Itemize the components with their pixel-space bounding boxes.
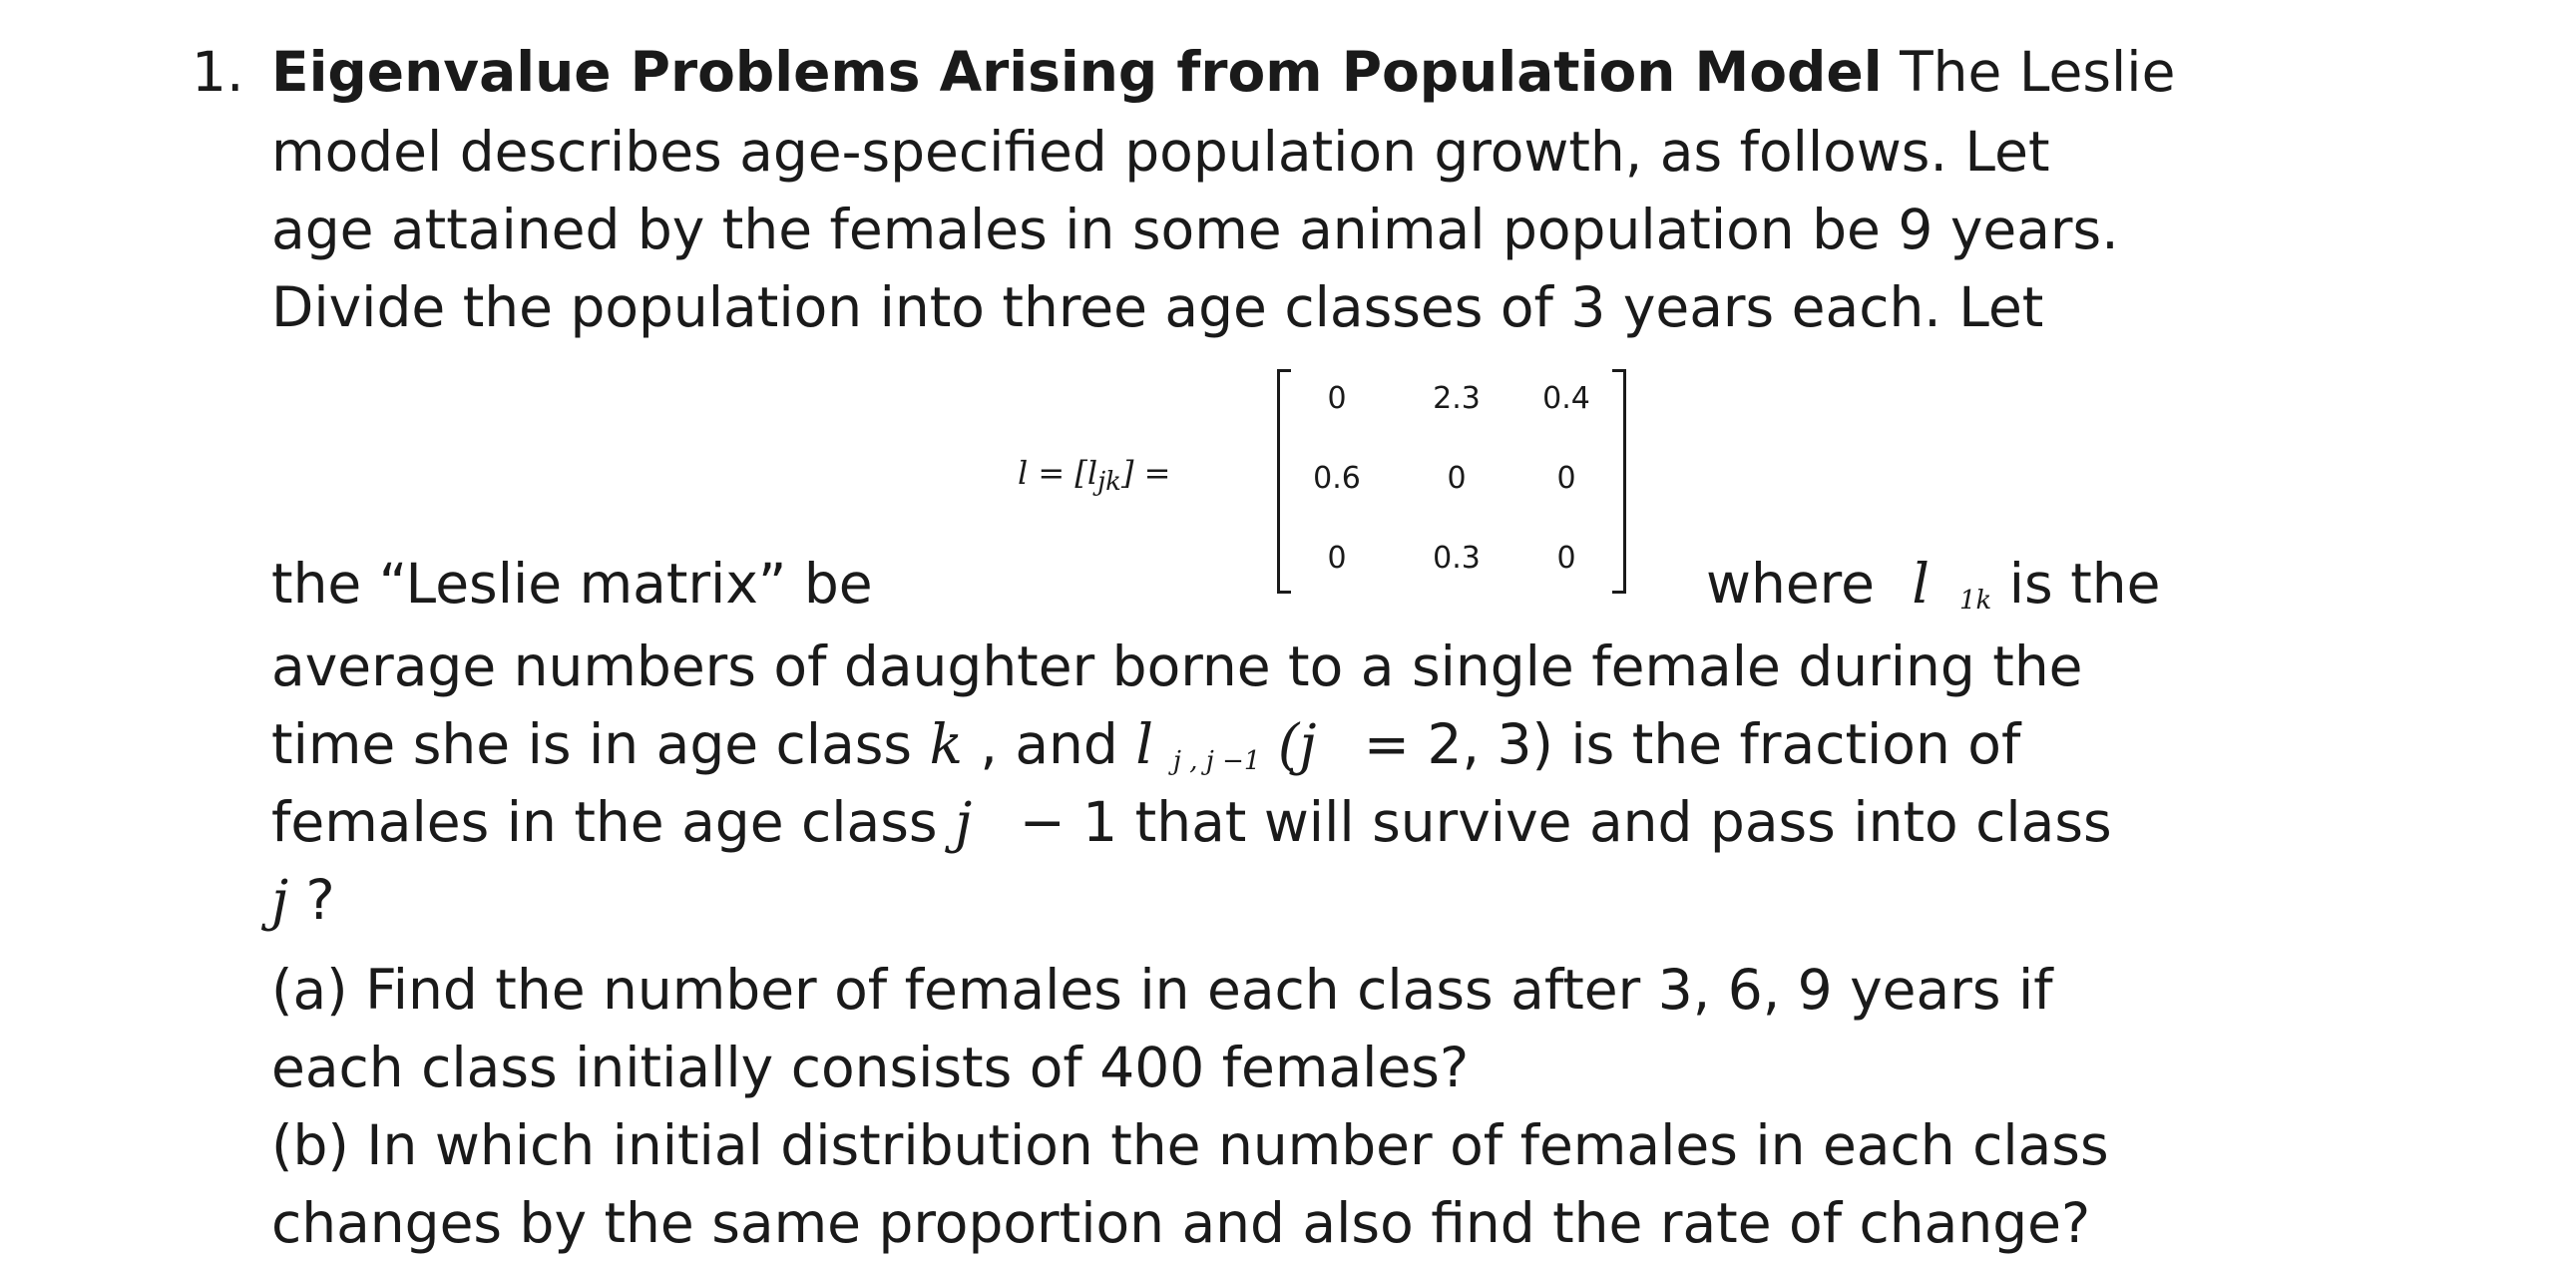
matrix-cell-0-1: 2.3 xyxy=(1433,381,1481,416)
l-subscript: 1k xyxy=(1959,586,1992,616)
matrix-cell-0-2: 0.4 xyxy=(1542,381,1590,416)
problem-line-3: age attained by the females in some animal population be 9 years. xyxy=(271,198,2119,261)
problem-line-4: Divide the population into three age classes of 3 years each. Let xyxy=(271,275,2044,339)
matrix-cell-2-2: 0 xyxy=(1556,541,1576,576)
line7-c: (j xyxy=(1277,712,1317,776)
matrix-cell-0-0: 0 xyxy=(1327,381,1347,416)
question-mark: ? xyxy=(305,868,335,932)
problem-number: 1. xyxy=(192,40,244,104)
where-text: where xyxy=(1706,552,1875,616)
matrix-label xyxy=(1018,454,1170,497)
problem-line-6: average numbers of daughter borne to a single female during the xyxy=(271,634,2083,698)
part-a-line-1: (a) Find the number of females in each class after 3, 6, 9 years if xyxy=(271,958,2053,1022)
matrix-cell-1-0: 0.6 xyxy=(1313,461,1361,496)
matrix-cell-2-1: 0.3 xyxy=(1433,541,1481,576)
line8-a: females in the age class xyxy=(271,790,938,854)
line8-b: − 1 that will survive and pass into class xyxy=(1019,790,2112,854)
problem-line-8 xyxy=(271,782,2112,862)
k-symbol: k xyxy=(929,712,963,776)
problem-line-9 xyxy=(271,860,335,940)
is-the-text: is the xyxy=(2008,552,2161,616)
problem-line-1-rest: The Leslie xyxy=(1900,40,2176,104)
line7-a: time she is in age class xyxy=(271,712,913,776)
matrix-right-bracket xyxy=(1612,369,1626,594)
matrix-label-lhs: l = [l xyxy=(1018,454,1098,492)
problem-line-5a: the “Leslie matrix” be xyxy=(271,552,873,616)
part-b-line-1: (b) In which initial distribution the number of females in each class xyxy=(271,1113,2109,1177)
matrix-cell-1-2: 0 xyxy=(1556,461,1576,496)
matrix-label-sub: jk xyxy=(1097,467,1121,497)
leslie-matrix xyxy=(1277,369,1626,594)
l-symbol-2: l xyxy=(1135,712,1153,776)
problem-title: Eigenvalue Problems Arising from Population Model xyxy=(271,40,1883,104)
j-symbol-2: j xyxy=(271,868,289,932)
problem-line-2: model describes age-specified population growth, as follows. Let xyxy=(271,120,2050,184)
matrix-cell-1-1: 0 xyxy=(1447,461,1467,496)
j-symbol: j xyxy=(955,790,973,854)
problem-line-1 xyxy=(271,32,2175,112)
matrix-left-bracket xyxy=(1277,369,1291,594)
l-symbol: l xyxy=(1912,552,1930,616)
part-a-line-2: each class initially consists of 400 females? xyxy=(271,1036,1470,1099)
line7-b: , and xyxy=(980,712,1118,776)
part-b-line-2: changes by the same proportion and also find the rate of change? xyxy=(271,1191,2091,1255)
l-subscript-2: j , j −1 xyxy=(1172,746,1261,776)
matrix-label-rhs: ] = xyxy=(1120,454,1171,492)
line7-d: = 2, 3) is the fraction of xyxy=(1363,712,2021,776)
matrix-cell-2-0: 0 xyxy=(1327,541,1347,576)
